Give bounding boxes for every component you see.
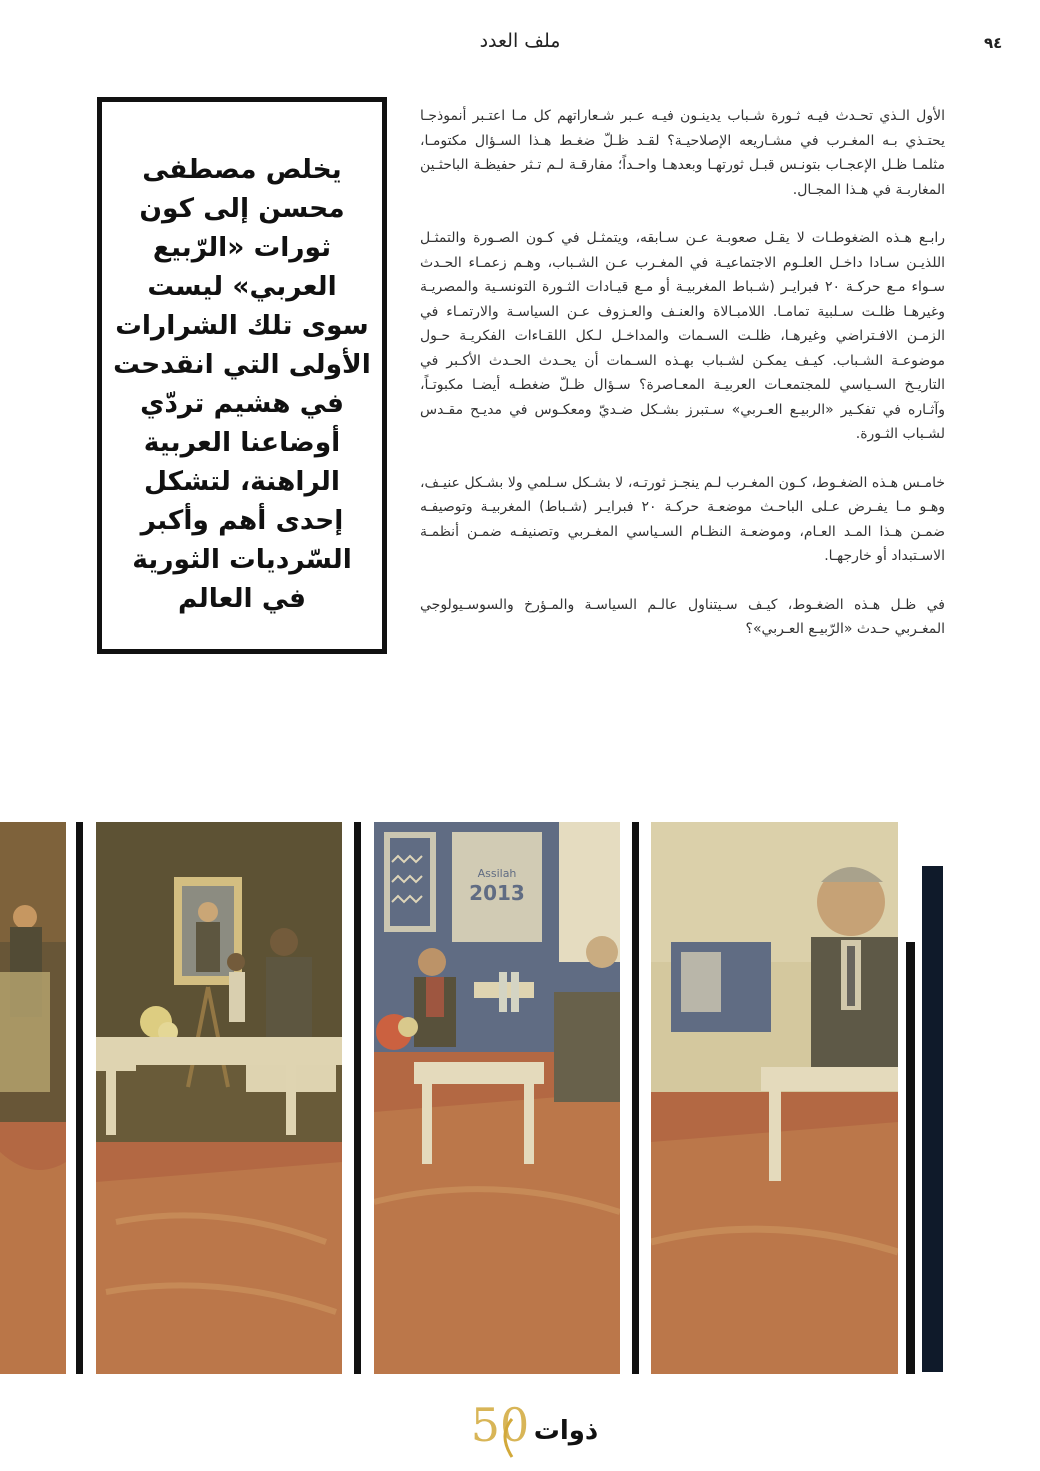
- section-title: ملف العدد: [479, 30, 561, 52]
- photo-divider: [632, 822, 639, 1374]
- article-paragraph: خامـس هـذه الضغـوط، كـون المغـرب لـم ينجـز ثورتـه، لا بشـكل سـلمي ولا بشـكل عنيـف، وهـو مـا يفـرض عـلى الباحـث موضعـة حركـة ٢٠ فبرايـر (شـباط) المغربيـة وتوصيفـه ضمـن هـذا المـد العـام، وموضعـة النظـام السـياسي المغـربي وتصنيفـه ضمـن أنظمـة الاسـتبداد أو خارجهـا.: [420, 474, 945, 564]
- logo-wordmark: ذوات: [533, 1416, 599, 1446]
- anniversary-number: 50: [472, 1405, 530, 1452]
- sign-year: 2013: [469, 881, 525, 905]
- photo-strip-closeup: [651, 822, 898, 1374]
- article-body: [420, 104, 945, 666]
- decorative-bar: [922, 866, 943, 1372]
- pullquote-text: يخلص مصطفى محسن إلى كون ثورات «الرّبيع العربي» ليست سوى تلك الشرارات الأولى التي انقدحت في هشيم تردّي أوضاعنا العربية الراهنة، لتشكل إحدى أهم وأكبر السّرديات الثورية في العالم: [113, 154, 371, 614]
- article-paragraph: رابـع هـذه الضغوطـات لا يقـل صعوبـة عـن سـابقه، ويتمثـل في كـون الصـورة والتمثـل اللذيـن سـادا داخـل العلـوم الاجتماعيـة في المغـرب عـن الشـباب، وهـم زعمـاء الحـدث سـواء مـع حركـة ٢٠ فبرايـر (شـباط المغربيـة أو مـع قيـادات الثـورة التونسـية والمصريـة وغيرهـا ظلـت سـلبية تمامـا. اللامبـالاة والعنـف والعـزوف عـن السياسـة والارتمـاء في الزمـن الافـتراضي وغيرهـا، ظلـت السـمات والمداخـل لـكل اللقـاءات الفكريـة حـول موضوعـة الشـباب. كيـف يمكـن لشـباب بهـذه السـمات أن يحـدث الحـدث الأكـبر في التاريـخ السـياسي للمجتمعـات العربيـة المعـاصرة؟ سـؤال ظـلّ ضغطـه أيضـا مكبوتـاً، وآثـاره في تفكـير «الربيـع العـربي» سـتبرز بشـكل ضـديّ ومعكـوس في مديـح مقـدس لشـباب الثـورة.: [420, 230, 945, 442]
- article-paragraph: في ظـل هـذه الضغـوط، كيـف سـيتناول عالـم السياسـة والمـؤرخ والسوسـيولوجي المغـربي حـدث «الرّبيـع العـربي»؟: [420, 596, 945, 637]
- article-paragraph: الأول الـذي تحـدث فيـه ثـورة شـباب يدينـون فيـه عـبر شـعاراتهم كل مـا اعتـبر أنموذجـا يحتـذي بـه المغـرب في مشـاريعه الإصلاحيـة؟ لقـد ظـلّ ضغـط هـذا السـؤال مكتومـا، مثلمـا ظـل الإعجـاب بتونـس قبـل ثورتهـا وبعدهـا واحـداً؛ مفارقـة لـم تـثر حفيظـة الباحثـين المغاربـة في هـذا المجـال.: [420, 108, 945, 198]
- photo-divider: [76, 822, 83, 1374]
- page-number: ٩٤: [984, 34, 1003, 52]
- magazine-logo: [472, 1405, 612, 1465]
- photo-divider: [354, 822, 361, 1374]
- photo-strip-panel: [374, 822, 620, 1374]
- sign-name: Assilah: [477, 867, 517, 880]
- pullquote-box: [97, 97, 387, 654]
- photo-strip-speaker: [0, 822, 66, 1374]
- photo-strip-portrait-easel: [96, 822, 342, 1374]
- decorative-bar-thin: [906, 942, 915, 1374]
